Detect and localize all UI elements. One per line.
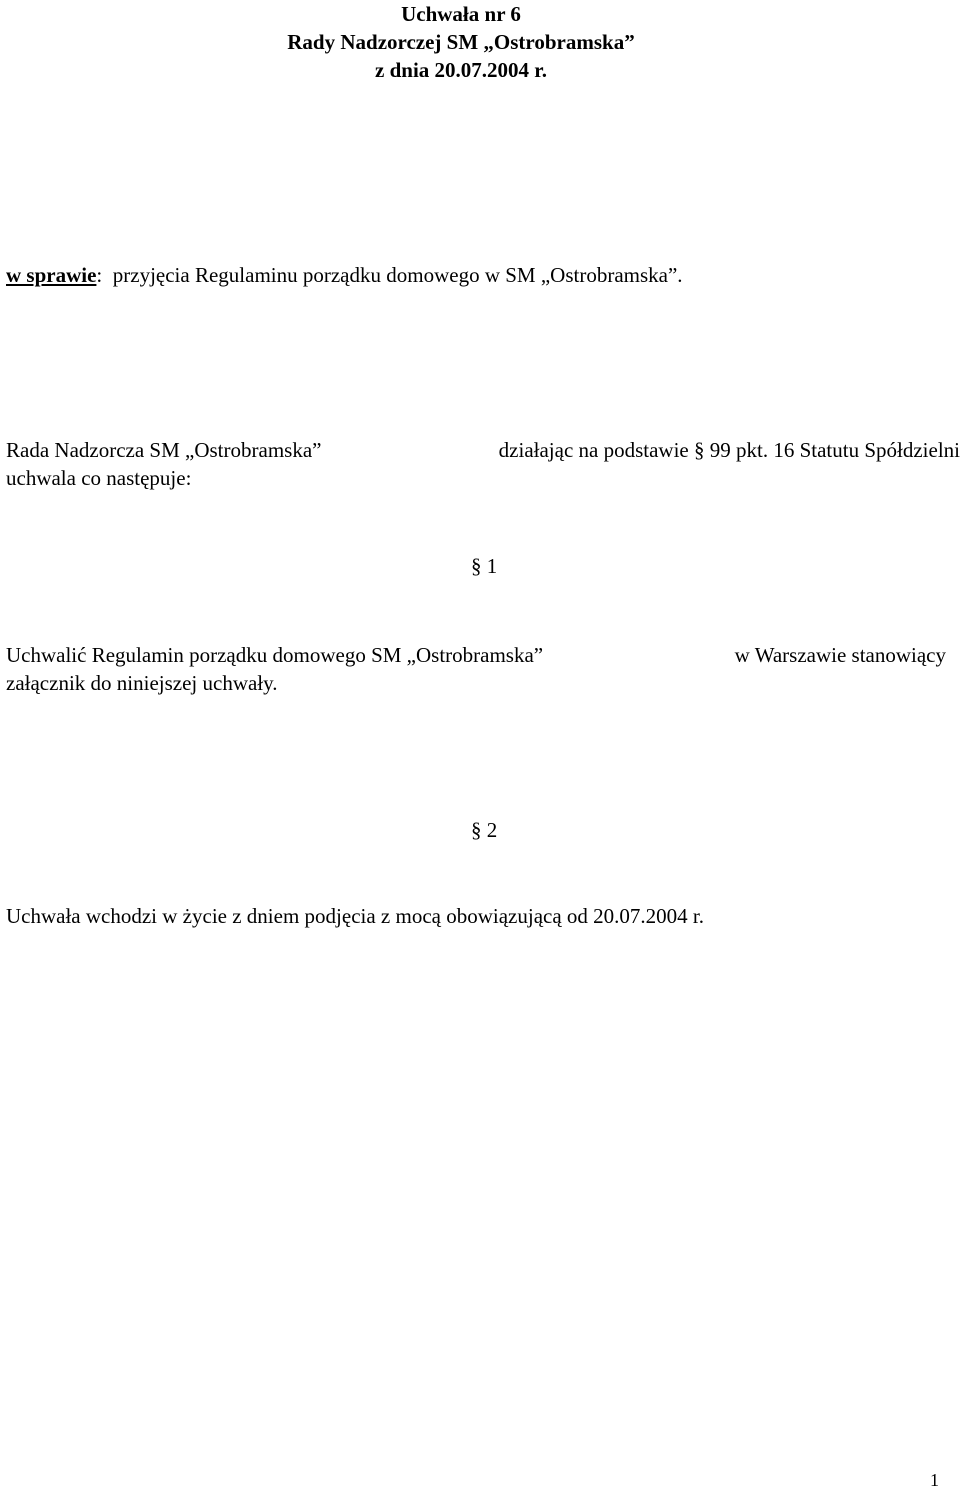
subject-colon: : [96, 263, 103, 287]
section-2-paragraph: Uchwała wchodzi w życie z dniem podjęcia z mocą obowiązującą od 20.07.2004 r. [6, 904, 704, 928]
resolution-number: Uchwała nr 6 [401, 2, 521, 26]
intro-paragraph [6, 436, 960, 492]
intro-line-1a: Rada Nadzorcza SM „Ostrobramska” [6, 438, 322, 462]
intro-line-1b: działając na podstawie § 99 pkt. 16 Statutu Spółdzielni [498, 438, 960, 462]
subject-label: w sprawie [6, 263, 97, 287]
section-1-mark: § 1 [471, 554, 498, 578]
section-1-paragraph [6, 641, 946, 697]
intro-line-2: uchwala co następuje: [6, 466, 192, 490]
resolution-header [0, 0, 960, 84]
resolution-subject [6, 261, 683, 289]
resolution-body: Rady Nadzorczej SM „Ostrobramska” [287, 30, 635, 54]
resolution-date: z dnia 20.07.2004 r. [375, 58, 547, 82]
page-number: 1 [930, 1470, 939, 1490]
section-1-line-1a: Uchwalić Regulamin porządku domowego SM „Ostrobramska” [6, 643, 544, 667]
section-2-mark: § 2 [471, 818, 498, 842]
subject-text: przyjęcia Regulaminu porządku domowego w SM „Ostrobramska”. [112, 263, 683, 287]
section-1-line-1b: w Warszawie stanowiący [734, 643, 946, 667]
section-1-line-2: załącznik do niniejszej uchwały. [6, 671, 278, 695]
